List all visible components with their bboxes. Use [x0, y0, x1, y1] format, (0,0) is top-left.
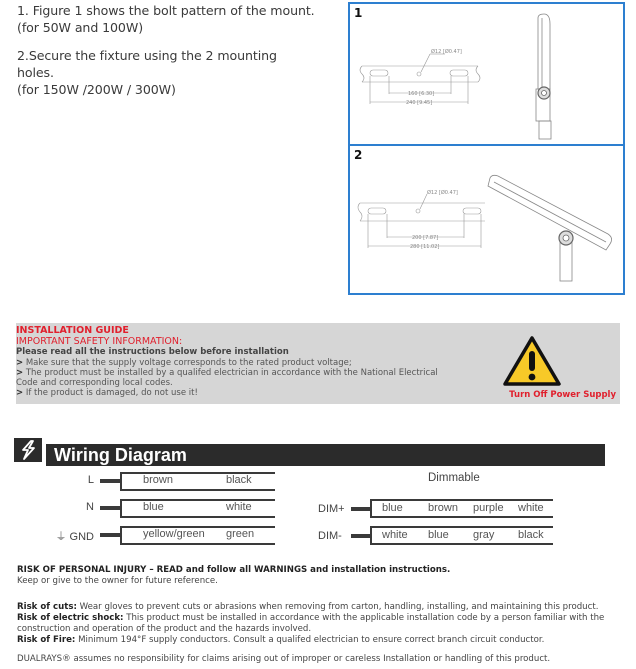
- safety-text: [16, 326, 456, 398]
- figure-panel: [348, 2, 625, 295]
- wire-color: blue: [382, 502, 403, 514]
- figure-2: [350, 146, 623, 293]
- risk-fire: Risk of Fire: Minimum 194°F supply conductors. Consult a qualifed electrician to ensure correct branch circuit conductor.: [17, 634, 545, 645]
- wire-label: ⏚ GND: [55, 531, 94, 543]
- ground-icon: ⏚: [55, 531, 67, 543]
- wire-label: DIM+: [318, 503, 345, 515]
- mounting-instructions: [17, 2, 347, 109]
- safety-subtitle: IMPORTANT SAFETY INFORMATION:: [16, 336, 183, 347]
- figure-1-hole-label: Ø12 [Ø0.47]: [431, 49, 462, 55]
- keep-reference: Keep or give to the owner for future reference.: [17, 575, 218, 586]
- wire-stub: [351, 507, 371, 511]
- wiring-diagram-title: Wiring Diagram: [46, 444, 605, 466]
- wire-stub: [351, 534, 371, 538]
- wire-color: black: [226, 474, 252, 486]
- lightning-bolt-icon: [14, 438, 42, 462]
- wire-label: L: [87, 474, 94, 486]
- wire-color: white: [382, 529, 408, 541]
- wire-color: green: [226, 528, 255, 540]
- wire-color: purple: [473, 502, 504, 514]
- safety-bullet: > The product must be installed by a qualifed electrician in accordance with the National Electrical Code and corresponding local codes.: [16, 368, 438, 388]
- disclaimer: DUALRAYS® assumes no responsibility for claims arising out of improper or careless Installation or handling of this product.: [17, 654, 551, 665]
- wire-color: brown: [143, 474, 173, 486]
- wire-color: gray: [473, 529, 495, 541]
- installation-guide-title: INSTALLATION GUIDE: [16, 325, 129, 336]
- step-1-text: 1. Figure 1 shows the bolt pattern of the mount.: [17, 3, 315, 18]
- figure-2-number: 2: [354, 148, 363, 162]
- wire-color: white: [518, 502, 544, 514]
- wire-label: N: [86, 501, 94, 513]
- wire-stub: [100, 533, 120, 537]
- figure-2-outer-dim: 280 [11.02]: [410, 244, 440, 250]
- safety-bullet: > Make sure that the supply voltage corresponds to the rated product voltage;: [16, 358, 352, 368]
- turn-off-power-label: Turn Off Power Supply: [509, 390, 616, 400]
- wire-label: DIM-: [318, 530, 342, 542]
- risk-warnings: [17, 565, 627, 665]
- risk-electric-shock: Risk of electric shock: This product must be installed in accordance with the applicable installation code by a person familiar with the construction and operation of the product and the hazards involved.: [17, 613, 605, 634]
- figure-2-inner-dim: 200 [7.87]: [412, 235, 439, 241]
- wire-stub: [100, 479, 120, 483]
- risk-heading: RISK OF PERSONAL INJURY – READ and follow all WARNINGS and installation instructions.: [17, 565, 451, 575]
- step-1: [17, 2, 347, 36]
- wire-color: white: [226, 501, 252, 513]
- step-2-text-cont: holes.: [17, 65, 54, 80]
- warning-triangle-icon: [502, 335, 562, 387]
- figure-1-outer-dim: 240 [9.45]: [406, 100, 433, 106]
- figure-1-drawing: [350, 4, 623, 144]
- step-2: [17, 47, 347, 98]
- safety-bullet: > If the product is damaged, do not use it!: [16, 388, 198, 398]
- wire-color: black: [518, 529, 544, 541]
- risk-cuts: Risk of cuts: Wear gloves to prevent cuts or abrasions when removing from carton, handling, installing, and maintaining this product.: [17, 602, 599, 613]
- safety-information-panel: [16, 323, 620, 404]
- step-2-wattage: (for 150W /200W / 300W): [17, 82, 176, 97]
- safety-lead: Please read all the instructions below before installation: [16, 347, 289, 357]
- step-1-wattage: (for 50W and 100W): [17, 20, 144, 35]
- wire-color: brown: [428, 502, 458, 514]
- step-2-text: 2.Secure the fixture using the 2 mounting: [17, 48, 277, 63]
- figure-1: [350, 4, 623, 146]
- dimmable-title: Dimmable: [428, 472, 480, 484]
- wire-color: blue: [143, 501, 164, 513]
- figure-2-drawing: [350, 146, 623, 293]
- figure-1-inner-dim: 160 [6.30]: [408, 91, 435, 97]
- wire-stub: [100, 506, 120, 510]
- wire-color: yellow/green: [143, 528, 205, 540]
- figure-1-number: 1: [354, 6, 363, 20]
- figure-2-hole-label: Ø12 [Ø0.47]: [427, 190, 458, 196]
- wire-color: blue: [428, 529, 449, 541]
